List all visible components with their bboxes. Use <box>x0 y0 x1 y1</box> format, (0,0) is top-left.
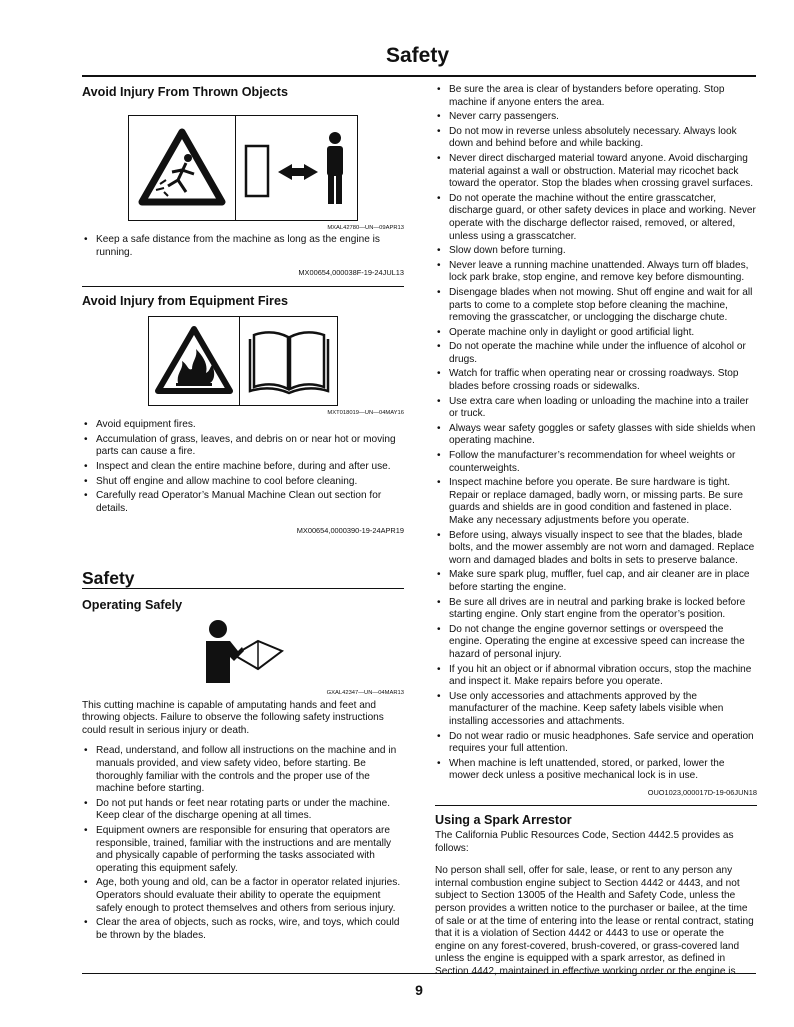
left-column <box>82 84 404 944</box>
reference-code: MX00654,000038F-19-24JUL13 <box>298 268 404 278</box>
list-item: • Disengage blades when not mowing. Shut off engine and wait for all parts to come to a complete stop before cleaning the machine, removing the grasscatcher, or unclogging the discharge chute. <box>435 287 757 325</box>
divider <box>435 805 757 806</box>
operating-figure-id: GXAL42347—UN—04MAR13 <box>326 690 404 697</box>
list-item: • Do not wear radio or music headphones. Safe service and operation requires your full attention. <box>435 731 757 756</box>
equipment-fires-heading: Avoid Injury from Equipment Fires <box>82 293 288 308</box>
list-item: • Inspect machine before you operate. Be sure hardware is tight. Repair or replace damaged, badly worn, or missing parts. Be sure guards and shields are in good condition and fastened in place. Make any necessary adjustments before you operate. <box>435 477 757 527</box>
spark-arrestor-heading: Using a Spark Arrestor <box>435 813 572 828</box>
list-item: • Make sure spark plug, muffler, fuel cap, and air cleaner are in place before starting the engine. <box>435 569 757 594</box>
section-title: Safety <box>82 567 135 588</box>
operator-manual-figure <box>82 617 404 683</box>
list-item: • Read, understand, and follow all instructions on the machine and in manuals provided, and view safety video, before starting. Be thoroughly familiar with the controls and the proper use of the machine before starting. <box>82 745 404 795</box>
list-item: • Never carry passengers. <box>435 111 757 124</box>
equipment-fires-figure <box>148 316 338 406</box>
list-item: • If you hit an object or if abnormal vibration occurs, stop the machine and inspect it. Make repairs before you operate. <box>435 664 757 689</box>
list-item: • Never leave a running machine unattended. Always turn off blades, lock park brake, stop engine, and remove key before dismounting. <box>435 260 757 285</box>
fires-bullets <box>82 419 404 515</box>
list-item: • Operate machine only in daylight or good artificial light. <box>435 327 757 340</box>
operator-reading-icon <box>202 617 284 683</box>
manual-book-icon <box>240 317 337 405</box>
list-item: • Always wear safety goggles or safety glasses with side shields when operating machine. <box>435 423 757 448</box>
page-number: 9 <box>415 982 423 998</box>
list-item: • Before using, always visually inspect to see that the blades, blade bolts, and the mower assembly are not worn and damaged. Replace worn and damaged blades and bolts in sets to preserve balance. <box>435 530 757 568</box>
thrown-objects-figure <box>128 115 358 221</box>
operating-bullets <box>82 745 404 942</box>
thrown-bullets <box>82 234 404 259</box>
divider <box>82 286 404 287</box>
reference-code: MX00654,0000390-19-24APR19 <box>296 526 404 536</box>
thrown-objects-heading: Avoid Injury From Thrown Objects <box>82 85 288 99</box>
list-item: • Do not change the engine governor settings or overspeed the engine. Operating the engine at excessive speed can increase the hazard of personal injury. <box>435 624 757 662</box>
header-rule <box>82 75 756 77</box>
fire-warning-icon <box>149 317 240 405</box>
footer-rule <box>82 973 756 974</box>
spark-paragraph-1: The California Public Resources Code, Section 4442.5 provides as follows: <box>435 830 734 854</box>
list-item: • Be sure all drives are in neutral and parking brake is locked before starting engine. Only start engine from the operator’s position. <box>435 597 757 622</box>
spark-paragraph-2: No person shall sell, offer for sale, lease, or rent to any person any internal combustion engine subject to Section 4442 or 4443, and not subject to Section 13005 of the Health and Safety Code, unless the person provides a written notice to the purchaser or bailee, at the time of sale or at the time of entering into the lease or rental contract, stating that it is a violation of Section 4442 or 4443 to use or operate the engine on any forest-covered, brush-covered, or grass-covered land unless the engine is equipped with a spark arrestor, as defined in Section 4442, maintained in effective working order or the engine is <box>435 865 754 977</box>
list-item: • Shut off engine and allow machine to cool before cleaning. <box>82 476 404 489</box>
operating-bullets-continued <box>435 84 757 783</box>
list-item: • Do not operate the machine without the entire grasscatcher, discharge guard, or other safety devices in place and working. Never operate with the discharge deflector raised, removed, or altered, unless using a grasscatcher. <box>435 193 757 243</box>
list-item: • Keep a safe distance from the machine as long as the engine is running. <box>82 234 404 259</box>
reference-code: OUO1023,000017D-19-06JUN18 <box>647 787 757 797</box>
list-item: • Watch for traffic when operating near or crossing roadways. Stop blades before crossing roads or sidewalks. <box>435 368 757 393</box>
fires-figure-id: MXT018019—UN—04MAY16 <box>327 409 404 416</box>
list-item: • Never direct discharged material toward anyone. Avoid discharging material against a wall or obstruction. Material may ricochet back toward the operator. Stop the blades when crossing gravel surfaces. <box>435 153 757 191</box>
list-item: • When machine is left unattended, stored, or parked, lower the mower deck unless a positive mechanical lock is in use. <box>435 758 757 783</box>
list-item: • Inspect and clean the entire machine before, during and after use. <box>82 461 404 474</box>
list-item: • Slow down before turning. <box>435 245 757 258</box>
keep-distance-icon <box>236 116 357 220</box>
page-title: Safety <box>385 44 449 67</box>
list-item: • Accumulation of grass, leaves, and debris on or near hot or moving parts can cause a fire. <box>82 434 404 459</box>
operating-intro: This cutting machine is capable of amputating hands and feet and throwing objects. Failure to observe the following safety instructions could result in serious injury or death. <box>82 699 384 736</box>
list-item: • Clear the area of objects, such as rocks, wire, and toys, which could be thrown by the blades. <box>82 917 404 942</box>
list-item: • Be sure the area is clear of bystanders before operating. Stop machine if anyone enters the area. <box>435 84 757 109</box>
list-item: • Do not mow in reverse unless absolutely necessary. Always look down and behind before and while backing. <box>435 126 757 151</box>
list-item: • Use only accessories and attachments approved by the manufacturer of the machine. Keep safety labels visible when installing accessories and attachments. <box>435 691 757 729</box>
list-item: • Carefully read Operator’s Manual Machine Clean out section for details. <box>82 490 404 515</box>
list-item: • Equipment owners are responsible for ensuring that operators are responsible, trained, familiar with the instructions and are mentally and physically capable of performing the tasks associated with operating this equipment safely. <box>82 825 404 875</box>
right-column <box>435 84 757 983</box>
thrown-figure-id: MXAL42780—UN—09APR13 <box>327 224 404 231</box>
thrown-object-warning-icon <box>129 116 236 220</box>
list-item: • Do not operate the machine while under the influence of alcohol or drugs. <box>435 341 757 366</box>
list-item: • Age, both young and old, can be a factor in operator related injuries. Operators should evaluate their ability to operate the equipment safely enough to protect themselves and others from serious injury. <box>82 877 404 915</box>
list-item: • Follow the manufacturer’s recommendation for wheel weights or counterweights. <box>435 450 757 475</box>
operating-safely-heading: Operating Safely <box>82 597 183 612</box>
list-item: • Do not put hands or feet near rotating parts or under the machine. Keep clear of the discharge opening at all times. <box>82 798 404 823</box>
list-item: • Avoid equipment fires. <box>82 419 404 432</box>
list-item: • Use extra care when loading or unloading the machine into a trailer or truck. <box>435 396 757 421</box>
